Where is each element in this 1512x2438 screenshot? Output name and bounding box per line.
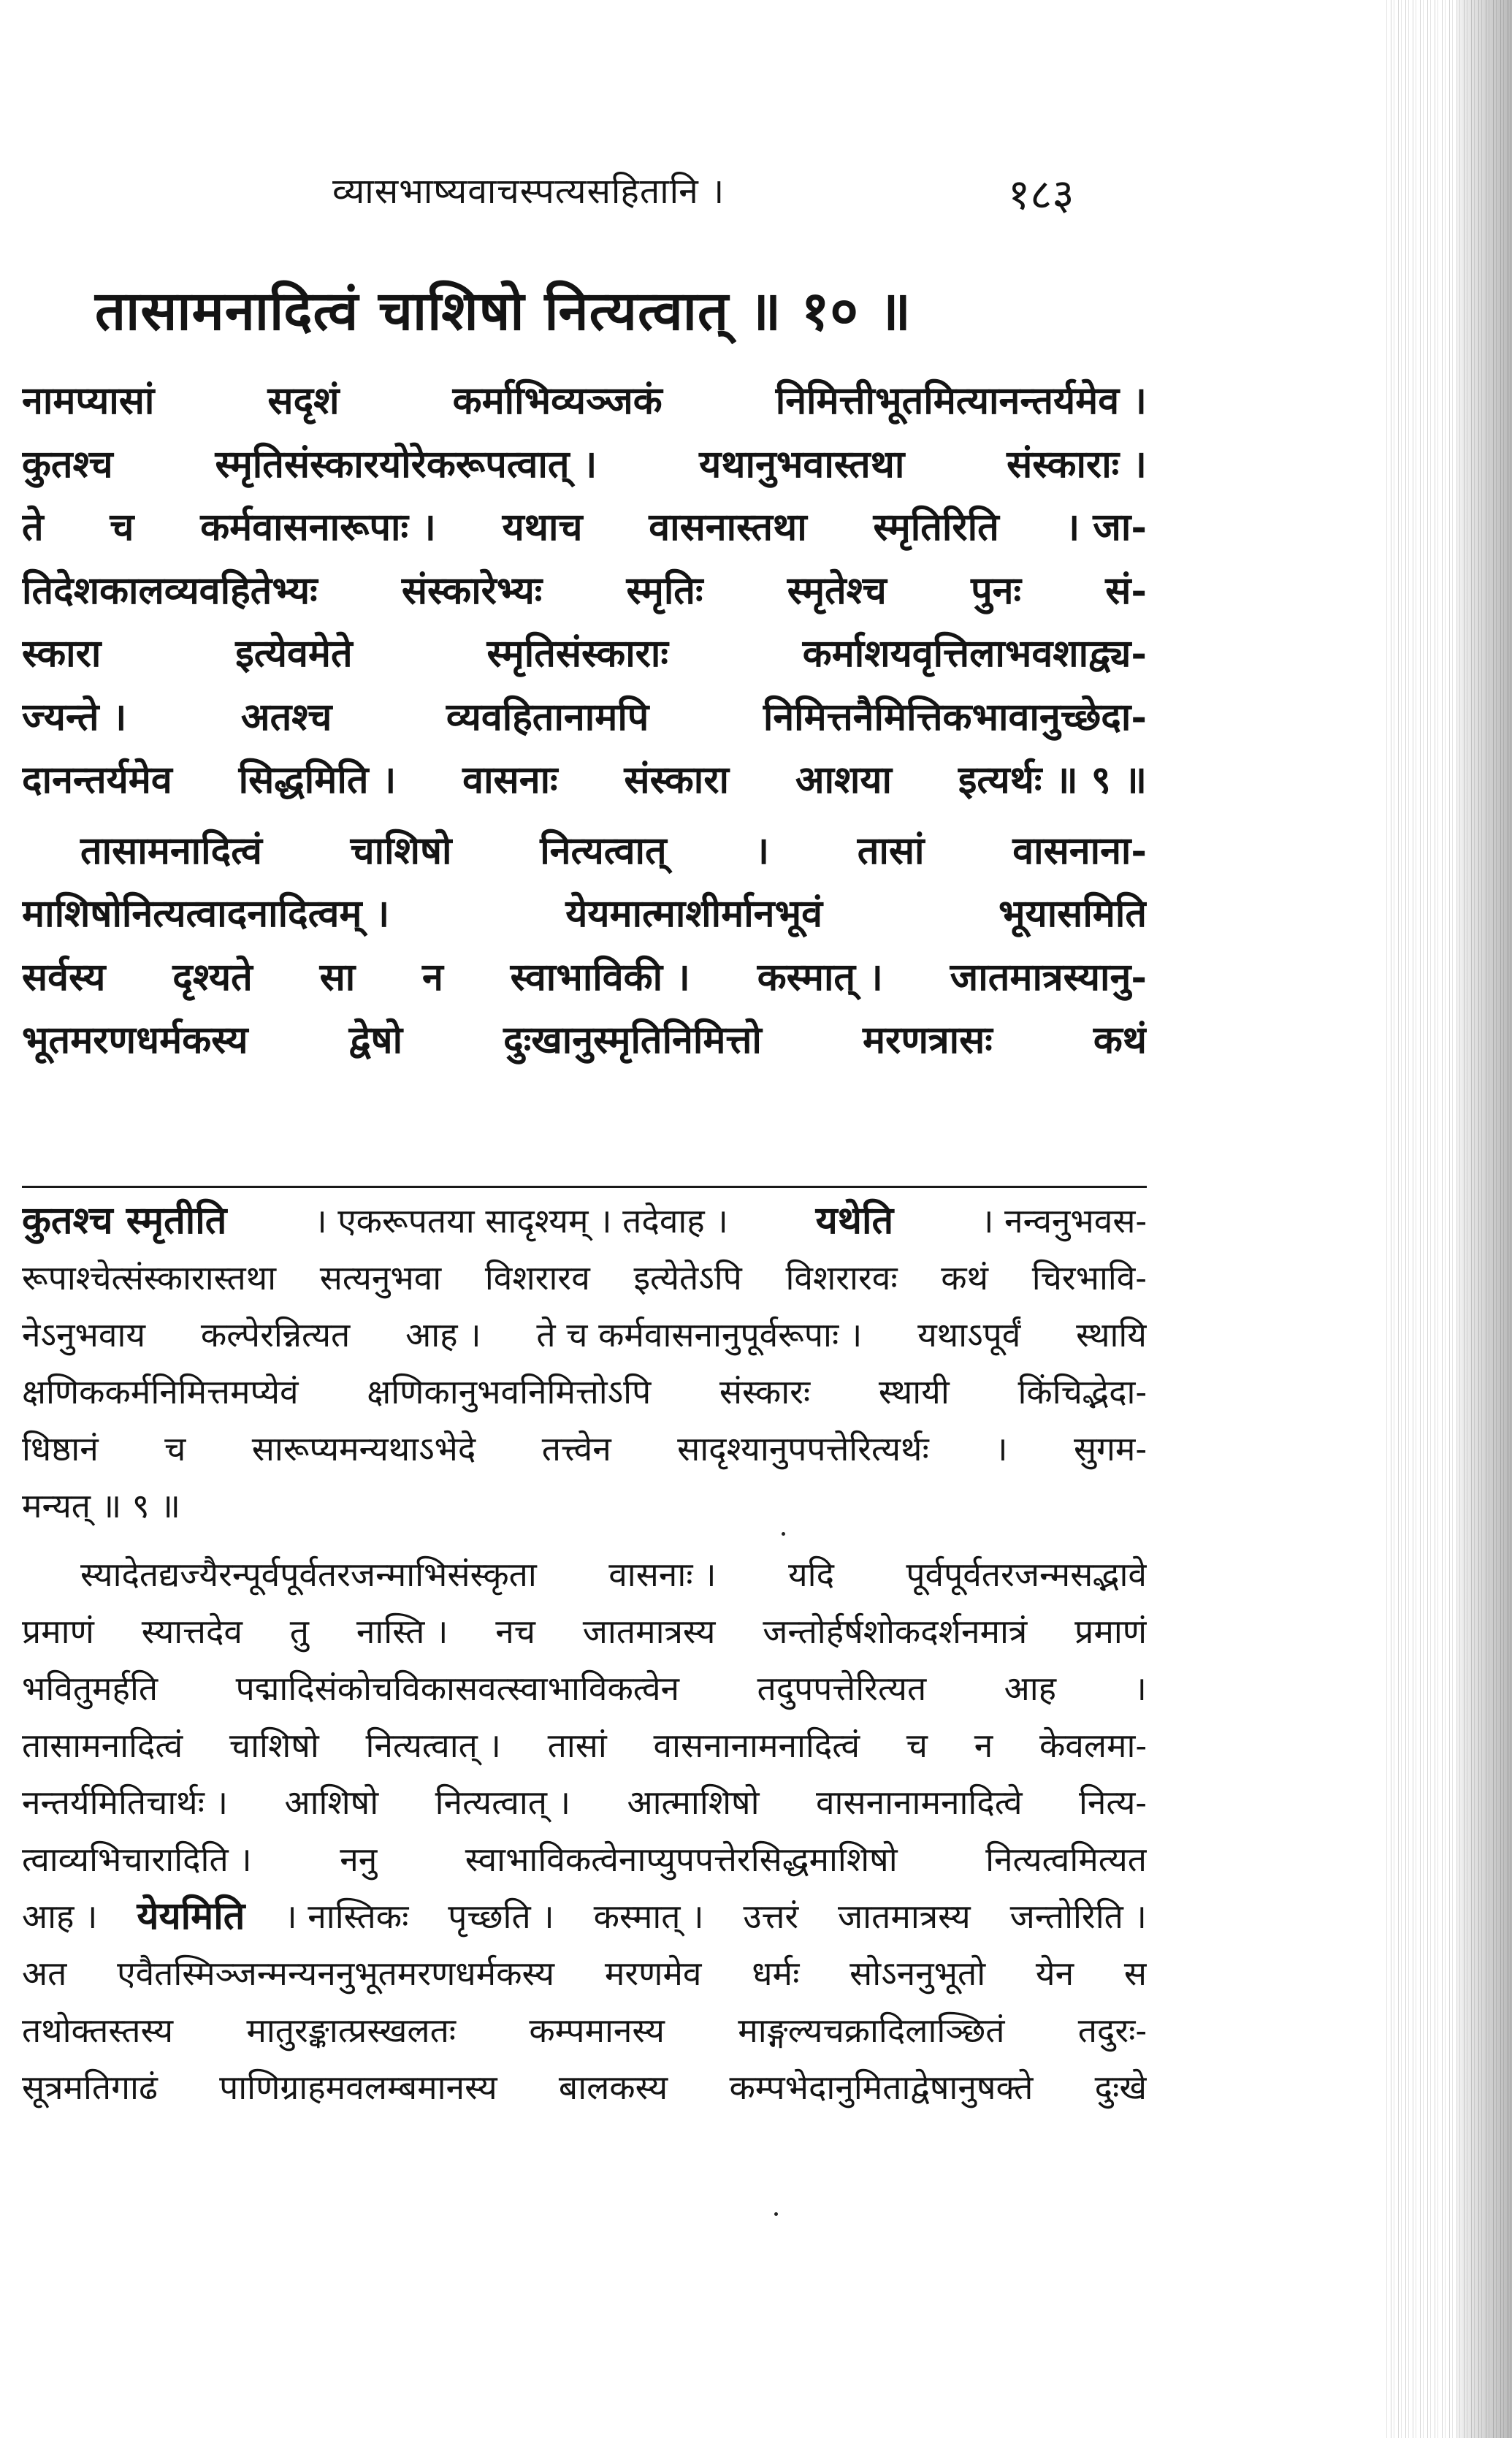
word: पाणिग्राहमवलम्बमानस्य <box>219 2068 497 2107</box>
word: प्रमाणं <box>1074 1612 1147 1651</box>
word: प्रमाणं <box>22 1612 94 1651</box>
word: केवलमा- <box>1039 1726 1147 1765</box>
word: तासामनादित्वं <box>80 828 262 873</box>
word: स <box>1123 1954 1147 1993</box>
commentary-line <box>22 1888 1147 1945</box>
word: नामप्यासां <box>22 378 155 423</box>
word: द्वेषो <box>348 1018 403 1062</box>
word: विशरारव <box>484 1258 590 1298</box>
word: एवैतस्मिञ्जन्मन्यननुभूतमरणधर्मकस्य <box>117 1954 555 1993</box>
word: कुतश्च <box>22 441 113 487</box>
word: नच <box>495 1612 535 1651</box>
bhashya-line <box>22 686 1147 750</box>
bhashya-line <box>22 370 1147 433</box>
bhashya-line <box>22 883 1147 946</box>
word: तु <box>289 1612 310 1651</box>
commentary-line <box>22 1249 1147 1306</box>
word: अत <box>22 1954 67 1993</box>
word: । नन्वनुभवस- <box>980 1201 1147 1241</box>
word: येन <box>1035 1954 1074 1993</box>
word: आत्माशिषो <box>627 1783 760 1822</box>
word: नास्ति । <box>356 1612 448 1651</box>
commentary-line <box>22 1717 1147 1774</box>
bhashya-line <box>22 749 1147 812</box>
word: जन्तोर्हर्षशोकदर्शनमात्रं <box>763 1612 1028 1651</box>
commentary-line <box>22 2002 1147 2059</box>
word: यथानुभवास्तथा <box>699 441 905 487</box>
word: स्यात्तदेव <box>141 1612 243 1651</box>
commentary-line <box>22 1546 1147 1603</box>
commentary-line <box>22 1660 1147 1717</box>
word: । <box>755 828 770 873</box>
word: संस्कारेभ्यः <box>401 568 543 613</box>
word: निमित्तीभूतमित्यानन्तर्यमेव । <box>775 378 1147 423</box>
commentary-line <box>22 1420 1147 1477</box>
word: कथं <box>1093 1018 1147 1062</box>
commentary-line <box>22 1363 1147 1420</box>
word: सं- <box>1105 568 1147 613</box>
word: विशरारवः <box>785 1258 898 1298</box>
word: कर्मवासनारूपाः । <box>200 505 436 549</box>
word: कुतश्च स्मृतीति <box>22 1198 227 1243</box>
word: आह । <box>405 1315 481 1355</box>
word: जातमात्रस्य <box>838 1897 971 1936</box>
word: किंचिद्भेदा- <box>1017 1372 1147 1412</box>
word: स्थायी <box>878 1372 950 1412</box>
word: दुःखानुस्मृतिनिमित्तो <box>503 1018 762 1062</box>
bhashya-text <box>22 370 1147 1073</box>
commentary-line <box>22 1945 1147 2002</box>
word: जन्तोरिति । <box>1009 1897 1147 1936</box>
word: । एकरूपतया सादृश्यम् । तदेवाह । <box>314 1201 728 1241</box>
word: नन्तर्यमितिचार्थः । <box>22 1783 229 1822</box>
word: वासनाना- <box>1012 828 1147 873</box>
word: न <box>974 1726 993 1765</box>
word: दुःखे <box>1094 2068 1147 2107</box>
word: इत्येवमेते <box>235 631 353 676</box>
word: ज्यन्ते । <box>22 694 127 739</box>
bhashya-line <box>22 496 1147 560</box>
word: ते <box>22 505 44 549</box>
word: संस्काराः । <box>1007 441 1147 487</box>
word: सुगम- <box>1073 1429 1147 1468</box>
word: जातमात्रस्य <box>582 1612 716 1651</box>
scan-speck <box>774 2212 778 2216</box>
word: पृच्छति । <box>448 1897 554 1936</box>
word: च <box>110 505 134 549</box>
section-divider-rule <box>22 1186 1147 1188</box>
word: ननु <box>340 1840 378 1879</box>
word: सूत्रमतिगाढं <box>22 2068 158 2107</box>
word: स्मृतिरिति <box>873 505 999 549</box>
commentary-line <box>22 1774 1147 1831</box>
bhashya-line <box>22 946 1147 1010</box>
word: येयमिति <box>137 1894 245 1938</box>
word: कथं <box>941 1258 989 1298</box>
word: तत्त्वेन <box>541 1429 611 1468</box>
word: नेऽनुभवाय <box>22 1315 146 1355</box>
word: स्वाभाविकत्वेनाप्युपपत्तेरसिद्धमाशिषो <box>465 1840 898 1879</box>
word: सारूप्यमन्यथाऽभेदे <box>251 1429 476 1468</box>
word: आशया <box>795 758 892 802</box>
word: स्वाभाविकी । <box>510 954 690 999</box>
word: दानन्तर्यमेव <box>22 758 172 802</box>
word: बालकस्य <box>558 2068 668 2107</box>
commentary-line <box>22 1831 1147 1888</box>
word: सर्वस्य <box>22 954 106 999</box>
word: कस्मात् । <box>757 954 883 999</box>
word: स्मृतिः <box>626 568 703 613</box>
word: तासामनादित्वं <box>22 1726 183 1765</box>
word: रूपाश्चेत्संस्कारास्तथा <box>22 1258 277 1298</box>
word: निमित्तनैमित्तिकभावानुच्छेदा- <box>763 694 1147 739</box>
word: नित्यत्वमित्यत <box>985 1840 1147 1879</box>
word: भूतमरणधर्मकस्य <box>22 1018 248 1062</box>
word: । जा- <box>1065 505 1147 549</box>
word: मरणमेव <box>604 1954 702 1993</box>
word: स्कारा <box>22 631 102 676</box>
commentary-line <box>22 1306 1147 1363</box>
word: चाशिषो <box>350 828 452 873</box>
word: नित्यत्वात् । <box>365 1726 501 1765</box>
word: इत्येतेऽपि <box>633 1258 742 1298</box>
word: मातुरङ्कात्प्रस्खलतः <box>246 2011 457 2050</box>
word: वासनास्तथा <box>649 505 807 549</box>
word: नित्य- <box>1078 1783 1147 1822</box>
sutra-heading: तासामनादित्वं चाशिषो नित्यत्वात् ॥ १० ॥ <box>95 280 912 343</box>
page-number: १८३ <box>1008 169 1074 219</box>
word: पुनः <box>971 568 1021 613</box>
word: तासां <box>547 1726 607 1765</box>
word: वासनाः <box>462 758 558 802</box>
word: धिष्ठानं <box>22 1429 99 1468</box>
word: सोऽननुभूतो <box>849 1954 986 1993</box>
word: पूर्वपूर्वतरजन्मसद्भावे <box>906 1555 1147 1594</box>
word: पद्मादिसंकोचविकासवत्स्वाभाविकत्वेन <box>235 1669 680 1708</box>
word: क्षणिकानुभवनिमित्तोऽपि <box>367 1372 652 1412</box>
word: स्मृतिसंस्कारयोरेकरूपत्वात् । <box>215 441 597 487</box>
word: नित्यत्वात् <box>540 828 667 873</box>
word: स्यादेतद्यज्यैरन्पूर्वपूर्वतरजन्माभिसंस्कृता <box>80 1555 537 1594</box>
word: आह । <box>22 1897 98 1936</box>
word: माङ्गल्यचक्रादिलाञ्छितं <box>738 2011 1005 2050</box>
word: यथाच <box>502 505 583 549</box>
word: स्मृतेश्च <box>787 568 887 613</box>
word: । नास्तिकः <box>284 1897 409 1936</box>
word: उत्तरं <box>743 1897 799 1936</box>
word: आशिषो <box>284 1783 379 1822</box>
word: कल्पेरन्नित्यत <box>200 1315 351 1355</box>
word: कम्पभेदानुमिताद्वेषानुषक्ते <box>729 2068 1034 2107</box>
word: सिद्धमिति । <box>238 758 397 802</box>
bhashya-line <box>22 1009 1147 1073</box>
word: मन्यत् ॥ ९ ॥ <box>22 1486 180 1525</box>
word: मरणत्रासः <box>862 1018 993 1062</box>
word: तिदेशकालव्यवहितेभ्यः <box>22 568 318 613</box>
word: च <box>164 1429 186 1468</box>
word: । <box>1134 1669 1147 1708</box>
commentary-line <box>22 1477 1147 1534</box>
commentary-line <box>22 1603 1147 1660</box>
running-title: व्यासभाष्यवाचस्पत्यसहितानि । <box>332 171 725 212</box>
commentary-line <box>22 1192 1147 1249</box>
word: यथाऽपूर्वं <box>917 1315 1021 1355</box>
word: सदृशं <box>267 378 340 423</box>
word: । <box>995 1429 1008 1468</box>
word: माशिषोनित्यत्वादनादित्वम् । <box>22 891 390 936</box>
word: आह <box>1004 1669 1057 1708</box>
word: क्षणिककर्मनिमित्तमप्येवं <box>22 1372 299 1412</box>
word: नित्यत्वात् । <box>435 1783 571 1822</box>
word: यथेति <box>815 1198 894 1243</box>
word: कस्मात् । <box>593 1897 704 1936</box>
bhashya-line <box>22 433 1147 497</box>
word: न <box>421 954 443 999</box>
word: अतश्च <box>240 694 332 739</box>
bhashya-line <box>22 820 1147 883</box>
word: कम्पमानस्य <box>529 2011 665 2050</box>
page-header <box>0 167 1388 225</box>
word: भूयासमिति <box>998 891 1147 936</box>
scan-speck <box>782 1532 785 1536</box>
word: संस्कारः <box>719 1372 811 1412</box>
word: त्वाव्यभिचारादिति । <box>22 1840 252 1879</box>
binding-gutter <box>1384 0 1512 2438</box>
word: ते च कर्मवासनानुपूर्वरूपाः । <box>536 1315 863 1355</box>
word: इत्यर्थः ॥ ९ ॥ <box>958 758 1147 802</box>
word: वासनानामनादित्वे <box>815 1783 1023 1822</box>
word: कर्माशयवृत्तिलाभवशाद्व्य- <box>802 631 1147 676</box>
word: तदुरः- <box>1077 2011 1147 2050</box>
word: सादृश्यानुपपत्तेरित्यर्थः <box>677 1429 929 1468</box>
word: वासनानामनादित्वं <box>653 1726 860 1765</box>
commentary-text <box>22 1192 1147 2116</box>
word: भवितुमर्हति <box>22 1669 159 1708</box>
word: चिरभावि- <box>1031 1258 1147 1298</box>
word: व्यवहितानामपि <box>446 694 649 739</box>
word: जातमात्रस्यानु- <box>950 954 1147 999</box>
bhashya-line <box>22 622 1147 686</box>
commentary-line <box>22 2059 1147 2116</box>
word: यदि <box>787 1555 834 1594</box>
word: कर्माभिव्यञ्जकं <box>452 378 663 423</box>
word: वासनाः । <box>608 1555 717 1594</box>
word: च <box>906 1726 928 1765</box>
word: दृश्यते <box>172 954 253 999</box>
word: येयमात्माशीर्मानभूवं <box>565 891 823 936</box>
word: स्थायि <box>1076 1315 1147 1355</box>
word: चाशिषो <box>229 1726 319 1765</box>
word: तथोक्तस्तस्य <box>22 2011 174 2050</box>
word: सा <box>319 954 356 999</box>
bhashya-line <box>22 560 1147 623</box>
word: सत्यनुभवा <box>319 1258 442 1298</box>
word: तासां <box>857 828 925 873</box>
word: स्मृतिसंस्काराः <box>486 631 668 676</box>
word: तदुपपत्तेरित्यत <box>757 1669 927 1708</box>
word: धर्मः <box>752 1954 800 1993</box>
word: संस्कारा <box>624 758 729 802</box>
